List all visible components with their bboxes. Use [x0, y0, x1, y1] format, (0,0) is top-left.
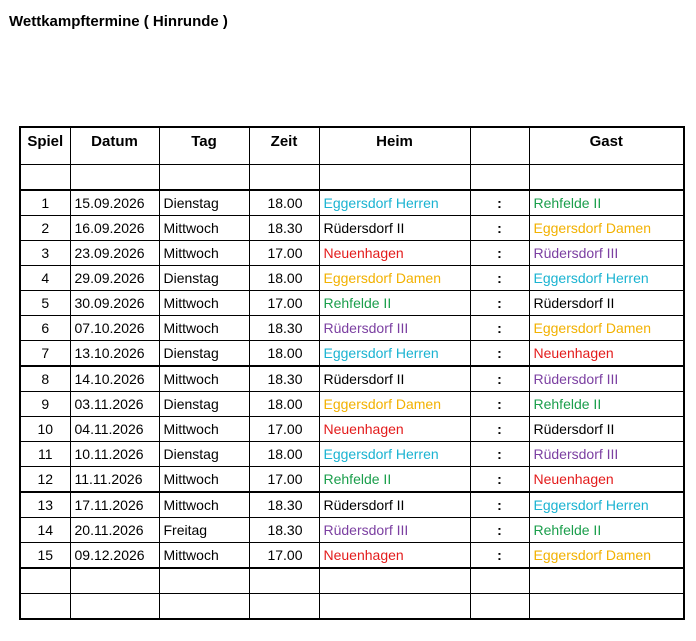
cell-gast: Eggersdorf Herren: [529, 266, 684, 291]
empty-cell: [249, 165, 319, 191]
cell-separator: :: [470, 518, 529, 543]
table-row: [20, 492, 684, 518]
cell-gast: Rüdersdorf III: [529, 442, 684, 467]
cell-spiel: 9: [20, 392, 70, 417]
empty-cell: [249, 594, 319, 620]
cell-tag: Mittwoch: [159, 241, 249, 266]
cell-separator: :: [470, 417, 529, 442]
cell-datum: 20.11.2026: [70, 518, 159, 543]
cell-tag: Dienstag: [159, 190, 249, 216]
header-row: [20, 127, 684, 165]
cell-heim: Eggersdorf Herren: [319, 442, 470, 467]
cell-tag: Mittwoch: [159, 543, 249, 569]
cell-zeit: 17.00: [249, 291, 319, 316]
empty-cell: [70, 594, 159, 620]
cell-heim: Rüdersdorf III: [319, 316, 470, 341]
empty-row: [20, 568, 684, 594]
cell-datum: 23.09.2026: [70, 241, 159, 266]
cell-zeit: 17.00: [249, 543, 319, 569]
cell-separator: :: [470, 467, 529, 493]
cell-datum: 13.10.2026: [70, 341, 159, 367]
cell-heim: Eggersdorf Herren: [319, 190, 470, 216]
cell-tag: Mittwoch: [159, 291, 249, 316]
table-row: [20, 316, 684, 341]
cell-datum: 03.11.2026: [70, 392, 159, 417]
cell-zeit: 17.00: [249, 417, 319, 442]
cell-tag: Mittwoch: [159, 216, 249, 241]
cell-datum: 11.11.2026: [70, 467, 159, 493]
cell-gast: Rehfelde II: [529, 392, 684, 417]
empty-cell: [20, 594, 70, 620]
cell-datum: 29.09.2026: [70, 266, 159, 291]
empty-cell: [249, 568, 319, 594]
table-row: [20, 366, 684, 392]
cell-heim: Eggersdorf Damen: [319, 392, 470, 417]
cell-spiel: 5: [20, 291, 70, 316]
cell-separator: :: [470, 492, 529, 518]
cell-zeit: 18.00: [249, 341, 319, 367]
table-row: [20, 241, 684, 266]
cell-spiel: 6: [20, 316, 70, 341]
cell-spiel: 4: [20, 266, 70, 291]
cell-tag: Dienstag: [159, 442, 249, 467]
cell-heim: Eggersdorf Damen: [319, 266, 470, 291]
table-row: [20, 543, 684, 569]
cell-separator: :: [470, 341, 529, 367]
cell-zeit: 17.00: [249, 467, 319, 493]
table-row: [20, 341, 684, 367]
empty-cell: [470, 165, 529, 191]
cell-gast: Neuenhagen: [529, 467, 684, 493]
cell-gast: Rüdersdorf III: [529, 366, 684, 392]
schedule-rows: [20, 190, 684, 568]
cell-tag: Mittwoch: [159, 492, 249, 518]
cell-separator: :: [470, 266, 529, 291]
header-gast: Gast: [529, 127, 684, 165]
cell-separator: :: [470, 190, 529, 216]
cell-tag: Dienstag: [159, 392, 249, 417]
cell-datum: 04.11.2026: [70, 417, 159, 442]
schedule-table: [19, 126, 685, 620]
cell-datum: 30.09.2026: [70, 291, 159, 316]
table-row: [20, 467, 684, 493]
cell-heim: Neuenhagen: [319, 241, 470, 266]
empty-cell: [319, 594, 470, 620]
empty-cell: [529, 165, 684, 191]
cell-spiel: 2: [20, 216, 70, 241]
cell-tag: Freitag: [159, 518, 249, 543]
cell-gast: Rüdersdorf III: [529, 241, 684, 266]
cell-zeit: 18.00: [249, 266, 319, 291]
header-datum: Datum: [70, 127, 159, 165]
header-tag: Tag: [159, 127, 249, 165]
cell-heim: Rüdersdorf III: [319, 518, 470, 543]
cell-gast: Eggersdorf Damen: [529, 216, 684, 241]
header-separator: [470, 127, 529, 165]
empty-cell: [319, 165, 470, 191]
cell-zeit: 18.00: [249, 190, 319, 216]
empty-cell: [319, 568, 470, 594]
cell-tag: Mittwoch: [159, 366, 249, 392]
table-row: [20, 266, 684, 291]
cell-gast: Rüdersdorf II: [529, 291, 684, 316]
header-spiel: Spiel: [20, 127, 70, 165]
cell-zeit: 17.00: [249, 241, 319, 266]
table-row: [20, 291, 684, 316]
cell-gast: Rehfelde II: [529, 190, 684, 216]
cell-spiel: 10: [20, 417, 70, 442]
cell-heim: Rehfelde II: [319, 291, 470, 316]
empty-row: [20, 594, 684, 620]
cell-heim: Neuenhagen: [319, 543, 470, 569]
cell-gast: Eggersdorf Damen: [529, 316, 684, 341]
cell-spiel: 3: [20, 241, 70, 266]
cell-heim: Rüdersdorf II: [319, 366, 470, 392]
table-row: [20, 442, 684, 467]
cell-spiel: 1: [20, 190, 70, 216]
empty-cell: [20, 165, 70, 191]
cell-zeit: 18.30: [249, 366, 319, 392]
cell-heim: Neuenhagen: [319, 417, 470, 442]
cell-heim: Rüdersdorf II: [319, 492, 470, 518]
cell-zeit: 18.30: [249, 492, 319, 518]
cell-gast: Neuenhagen: [529, 341, 684, 367]
empty-cell: [70, 165, 159, 191]
table-row: [20, 216, 684, 241]
cell-spiel: 15: [20, 543, 70, 569]
empty-cell: [470, 594, 529, 620]
cell-datum: 17.11.2026: [70, 492, 159, 518]
cell-zeit: 18.30: [249, 316, 319, 341]
header-zeit: Zeit: [249, 127, 319, 165]
cell-zeit: 18.30: [249, 518, 319, 543]
cell-tag: Mittwoch: [159, 417, 249, 442]
table-row: [20, 417, 684, 442]
cell-tag: Dienstag: [159, 341, 249, 367]
empty-cell: [159, 594, 249, 620]
cell-tag: Mittwoch: [159, 467, 249, 493]
cell-tag: Mittwoch: [159, 316, 249, 341]
cell-gast: Rehfelde II: [529, 518, 684, 543]
table-row: [20, 190, 684, 216]
empty-cell: [159, 568, 249, 594]
cell-gast: Rüdersdorf II: [529, 417, 684, 442]
cell-zeit: 18.00: [249, 442, 319, 467]
cell-spiel: 12: [20, 467, 70, 493]
cell-separator: :: [470, 291, 529, 316]
cell-separator: :: [470, 543, 529, 569]
page-title: Wettkampftermine ( Hinrunde ): [9, 13, 228, 30]
cell-spiel: 11: [20, 442, 70, 467]
cell-separator: :: [470, 216, 529, 241]
empty-cell: [529, 594, 684, 620]
empty-row: [20, 165, 684, 191]
cell-datum: 14.10.2026: [70, 366, 159, 392]
empty-cell: [70, 568, 159, 594]
cell-spiel: 13: [20, 492, 70, 518]
cell-gast: Eggersdorf Herren: [529, 492, 684, 518]
cell-separator: :: [470, 366, 529, 392]
cell-separator: :: [470, 442, 529, 467]
cell-spiel: 7: [20, 341, 70, 367]
cell-spiel: 8: [20, 366, 70, 392]
cell-separator: :: [470, 392, 529, 417]
cell-heim: Rehfelde II: [319, 467, 470, 493]
cell-separator: :: [470, 241, 529, 266]
cell-datum: 10.11.2026: [70, 442, 159, 467]
cell-zeit: 18.00: [249, 392, 319, 417]
empty-cell: [159, 165, 249, 191]
cell-datum: 15.09.2026: [70, 190, 159, 216]
cell-gast: Eggersdorf Damen: [529, 543, 684, 569]
cell-separator: :: [470, 316, 529, 341]
empty-cell: [20, 568, 70, 594]
table-row: [20, 518, 684, 543]
cell-heim: Eggersdorf Herren: [319, 341, 470, 367]
cell-datum: 09.12.2026: [70, 543, 159, 569]
cell-tag: Dienstag: [159, 266, 249, 291]
empty-cell: [529, 568, 684, 594]
header-heim: Heim: [319, 127, 470, 165]
table-row: [20, 392, 684, 417]
cell-zeit: 18.30: [249, 216, 319, 241]
cell-spiel: 14: [20, 518, 70, 543]
cell-datum: 07.10.2026: [70, 316, 159, 341]
cell-heim: Rüdersdorf II: [319, 216, 470, 241]
empty-cell: [470, 568, 529, 594]
cell-datum: 16.09.2026: [70, 216, 159, 241]
